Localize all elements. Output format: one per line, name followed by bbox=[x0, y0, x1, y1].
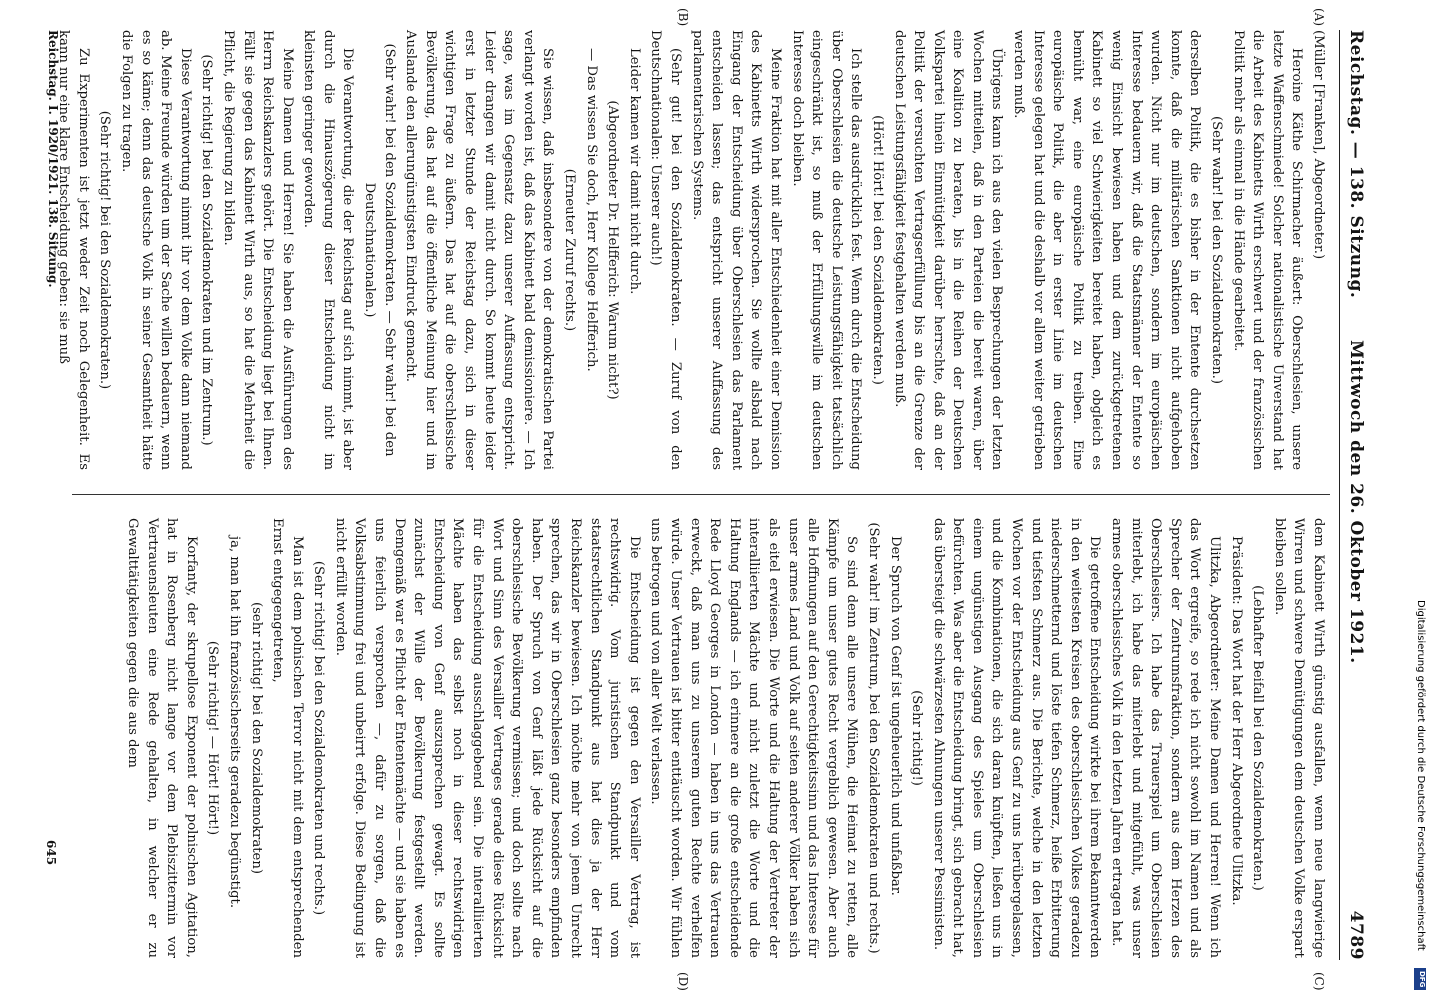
margin-marker-c: (C) bbox=[1312, 972, 1326, 991]
left-column-paragraph: Sie wissen, daß insbesondere von der demokratischen Partei verlangt worden ist, daß das Kabinett bald demissioniere. — Ich sage, was im Gegensatz dazu unserer Auffassung entspricht. Leider drangen wir damit nicht durch. So kommt heute leider erst in letzter Stunde der Reichstag dazu, sich in dieser wichtigen Frage zu äußern. Das hat auf die oberschlesische Bevölkerung, das hat auf die öffentliche Meinung hier und im Auslande den allerungünstigsten Eindruck gemacht. bbox=[403, 30, 556, 470]
right-column-paragraph: (Sehr richtig! — Hört! Hört!) bbox=[205, 640, 221, 836]
left-column-paragraph: (Sehr richtig! bei den Sozialdemokraten und im Zentrum.) bbox=[199, 54, 215, 446]
right-column-paragraph: Präsident: Das Wort hat der Herr Abgeordnete Ulitzka. bbox=[1228, 536, 1244, 906]
left-column-paragraph: (Hört! Hört! bei den Sozialdemokraten.) bbox=[869, 115, 885, 385]
left-column-paragraph: derselben Politik, die es bisher in der Entente durchsetzen konnte, daß die militärischen Sanktionen nicht aufgehoben wurden. Nicht nur im deutschen, sondern im europäischen Interesse bedauern wir, daß die Staatsmänner der Entente so wenig Einsicht bewiesen haben und dem zurückgetretenen Kabinett so viel Schwierigkeiten bereitet haben, obgleich es bemüht war, eine europäische Politik zu treiben. Eine europäische Politik, die aber in erster Linie im deutschen Interesse gelegen hat und die deshalb vor allem weiter getrieben werden muß. bbox=[1011, 30, 1203, 470]
left-column-paragraph: Übrigens kann ich aus den vielen Besprechungen der letzten Wochen mitteilen, daß in den Parteien die bereit waren, über eine Koalition zu beraten, bis in die Reihen der Deutschen Volkspartei hinein Einmütigkeit darüber herrschte, daß an der Politik der versuchten Vertragserfüllung bis an die Grenze der deutschen Leistungsfähigkeit festgehalten werden muß. bbox=[891, 30, 1005, 470]
left-column-paragraph: Leider kamen wir damit nicht durch. bbox=[626, 48, 642, 295]
left-column-paragraph: Die Verantwortung, die der Reichstag auf sich nimmt, ist aber durch die Hinauszögerung dieser Entscheidung nicht im kleinsten geringer geworden. bbox=[301, 30, 356, 470]
header-session: Reichstag. — 138. Sitzung. bbox=[1346, 30, 1366, 299]
left-column-paragraph: (Sehr wahr! bei den Sozialdemokraten. — Sehr wahr! bei den Deutschnationalen.) bbox=[362, 43, 397, 457]
left-column-paragraph: Meine Damen und Herren! Sie haben die Ausführungen des Herrn Reichskanzlers gehört. Die Entscheidung liegt bei Ihnen. Fällt sie gegen das Kabinett Wirth aus, so hat die Mehrheit die Pflicht, die Regierung zu bilden. bbox=[220, 30, 295, 470]
right-column-paragraph: (Sehr richtig!) bbox=[909, 690, 925, 786]
right-column-paragraph: Korfanty, der skrupellose Exponent der polnischen Agitation, hat in Rosenberg nicht lange vor dem Plebiszittermin vor Vertrauensleuten eine Rede gehalten, in welcher er zu Gewalttätigkeiten gegen die aus dem bbox=[124, 518, 199, 958]
right-column-paragraph: Man ist dem polnischen Terror nicht mit dem entsprechenden Ernst entgegengetreten, bbox=[270, 518, 305, 958]
right-column-paragraph: (Sehr richtig! bei den Sozialdemokraten und rechts.) bbox=[311, 560, 327, 916]
left-column-paragraph: (Sehr richtig! bei den Sozialdemokraten.) bbox=[97, 110, 113, 390]
right-column-paragraph: Der Spruch von Genf ist ungeheuerlich und unfaßbar. bbox=[887, 536, 903, 896]
right-column-paragraph: (Lebhafter Beifall bei den Sozialdemokraten.) bbox=[1250, 585, 1266, 891]
left-column-paragraph: Diese Verantwortung nimmt ihr vor dem Volke dann niemand ab. Meine Freunde würden um der Sache willen bedauern, wenn es so käme; denn das deutsche Volk in seiner Gesamtheit hätte die Folgen zu tragen. bbox=[118, 30, 193, 470]
margin-marker-d: (D) bbox=[676, 972, 690, 991]
left-column-paragraph: (Müller [Franken], Abgeordneter.) bbox=[1311, 30, 1326, 260]
left-column-paragraph: — Das wissen Sie doch, Herr Kollege Helfferich. bbox=[583, 48, 599, 372]
left-column-paragraph: Heroine Käthe Schirmacher äußert: Oberschlesien, unsere letzte Waffenschmiede! Solcher nationalistische Unverstand hat die Arbeit des Kabinetts Wirth erschwert und der französischen Politik mehr als einmal in die Hände gearbeitet. bbox=[1230, 30, 1305, 470]
right-column-paragraph: dem Kabinett Wirth günstig ausfallen, wenn neue langwierige Wirren und schwere Demütigungen dem deutschen Volke erspart bleiben sollen. bbox=[1271, 518, 1326, 958]
left-column-paragraph: (Erneuter Zuruf rechts.) bbox=[562, 168, 578, 332]
left-column-paragraph: (Sehr wahr! bei den Sozialdemokraten.) bbox=[1209, 116, 1225, 384]
right-column-paragraph: (Sehr wahr! im Zentrum, bei den Sozialdemokraten und rechts.) bbox=[865, 522, 881, 954]
right-column-paragraph: (sehr richtig! bei den Sozialdemokraten) bbox=[248, 602, 264, 874]
left-column bbox=[58, 30, 1328, 470]
header-page-number: 4789 bbox=[1346, 910, 1366, 960]
right-column bbox=[58, 518, 1328, 958]
footer-page-number: 645 bbox=[44, 840, 58, 866]
right-column-paragraph: ja, man hat ihn französischerseits geradezu begünstigt. bbox=[226, 536, 242, 909]
right-column-paragraph: So sind denn alle unsere Mühen, die Heimat zu retten, alle Kämpfe um unser gutes Recht vergeblich gewesen. Aber auch alle Hoffnungen auf den Gerechtigkeitssinn und das Interesse für unser armes Land und Volk auf seiten anderer Völker haben sich als eitel erwiesen. Die Worte und die Haltung der Vertreter der interalliierten Mächte und nicht zuletzt die Worte und die Haltung Englands — ich erinnere an die große entscheidende Rede Lloyd Georges in London — haben in uns das Vertrauen erweckt, daß man uns zu unserem guten Rechte verhelfen würde. Unser Vertrauen ist bitter enttäuscht worden. Wir fühlen uns betrogen und von aller Welt verlassen. bbox=[648, 518, 860, 958]
page-footer: Reichstag. I. 1920/1921. 138. Sitzung. bbox=[46, 30, 60, 288]
dfg-logo-icon: DFG bbox=[1414, 968, 1426, 990]
column-divider bbox=[72, 494, 1330, 495]
left-column-paragraph: (Abgeordneter Dr. Helfferich: Warum nicht?) bbox=[605, 100, 621, 400]
header-date: Mittwoch den 26. Oktober 1921. bbox=[1346, 340, 1366, 664]
digitization-credit bbox=[1412, 600, 1432, 1000]
left-column-paragraph: Ich stelle das ausdrücklich fest. Wenn durch die Entscheidung über Oberschlesien die deutsche Leistungsfähigkeit tatsächlich eingeschränkt ist, so muß der Erfüllungswille im deutschen Interesse doch bleiben. bbox=[789, 30, 864, 470]
header-rule bbox=[1339, 30, 1340, 960]
left-column-paragraph: Meine Fraktion hat mit aller Entschiedenheit einer Demission des Kabinetts Wirth widersprochen. Sie wollte alsbald nach Eingang der Entscheidung über Oberschlesien das Parlament entscheiden lassen; das entspricht unserer Auffassung des parlamentarischen Systems. bbox=[689, 30, 783, 470]
right-column-paragraph: Die getroffene Entscheidung wirkte bei ihrem Bekanntwerden in den weitesten Kreisen des oberschlesischen Volkes geradezu niederschmetternd und löste tiefen Schmerz, heiße Erbitterung und tiefsten Schmerz aus. Die Berichte, welche in den letzten Wochen vor der Entscheidung aus Genf zu uns herübergelassen, und die Kombinationen, die sich daran knüpften, ließen uns in einem ungünstigen Ausgang des Spieles um Oberschlesien befürchten. Was aber die Entscheidung bringt, sich gebracht hat, das übersteigt die schwärzesten Ahnungen unserer Pessimisten. bbox=[930, 518, 1103, 958]
left-column-paragraph: (Sehr gut! bei den Sozialdemokraten. — Zuruf von den Deutschnationalen: Unserer auch!) bbox=[648, 30, 683, 470]
right-column-paragraph: Ulitzka, Abgeordneter: Meine Damen und Herren! Wenn ich das Wort ergreife, so rede ich nicht sowohl im Namen und als Sprecher der Zentrumsfraktion, sondern aus dem Herzen des Oberschlesiers. Ich habe das Trauerspiel um Oberschlesien miterlebt, ich habe das miterlebt und mitgefühlt, was unser armes oberschlesisches Volk in den letzten Jahren ertragen hat. bbox=[1109, 518, 1223, 958]
margin-marker-b: (B) bbox=[676, 8, 690, 27]
credit-text: Digitalisierung gefördert durch die Deutsche Forschungsgemeinschaft bbox=[1415, 600, 1426, 951]
left-column-paragraph: Zu Experimenten ist jetzt weder Zeit noch Gelegenheit. Es kann nur eine klare Entscheidung geben: sie muß bbox=[56, 30, 91, 470]
right-column-paragraph: Die Entscheidung ist gegen den Versailler Vertrag, ist rechtswidrig. Vom juristischen Standpunkt und vom staatsrechtlichen Standpunkt aus hat dies ja der Herr Reichskanzler bewiesen. Ich möchte mehr von jenem Unrecht sprechen, das wir in Oberschlesien ganz besonders empfinden haben. Der Spruch von Genf läßt jede Rücksicht auf die oberschlesische Bevölkerung vermissen; und doch sollte nach Wort und Sinn des Versailler Vertrages gerade diese Rücksicht für die Entscheidung ausschlaggebend sein. Die interalliierten Mächte haben das selbst noch in dieser rechtswidrigen Entscheidung von Genf auszusprechen gewagt. Es sollte zunächst der Wille der Bevölkerung festgestellt werden. Demgemäß war es Pflicht der Ententemächte — und sie haben es uns feierlich versprochen —, dafür zu sorgen, daß die Volksabstimmung frei und unbeirrt erfolge. Diese Bedingung ist nicht erfüllt worden. bbox=[332, 518, 642, 958]
page-header bbox=[1340, 30, 1366, 960]
margin-marker-a: (A) bbox=[1312, 8, 1326, 27]
